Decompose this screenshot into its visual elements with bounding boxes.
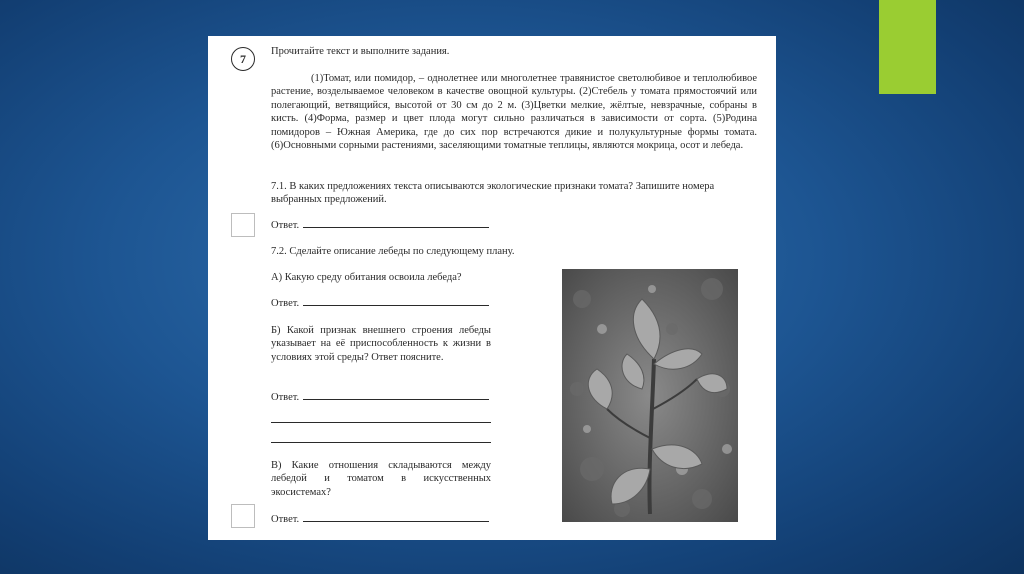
answer-label: Ответ. (271, 514, 300, 525)
answer-7-1[interactable] (271, 219, 489, 232)
answer-extra-line[interactable] (271, 422, 491, 423)
green-accent-bar (879, 0, 936, 94)
answer-extra-line[interactable] (271, 442, 491, 443)
score-box-7-1[interactable] (231, 213, 255, 237)
answer-label: Ответ. (271, 220, 300, 231)
plant-image (562, 269, 738, 522)
question-7-2-a: А) Какую среду обитания освоила лебеда? (271, 272, 462, 283)
answer-line[interactable] (303, 304, 489, 306)
answer-label: Ответ. (271, 392, 300, 403)
question-7-2-b: Б) Какой признак внешнего строения лебеды указывает на её приспособленность к жизни в условиях этой среды? Ответ поясните. (271, 325, 491, 363)
answer-7-2-a[interactable] (271, 297, 489, 310)
question-7-2-c: В) Какие отношения складываются между лебедой и томатом в искусственных экосистемах? (271, 460, 491, 498)
answer-label: Ответ. (271, 298, 300, 309)
answer-line[interactable] (303, 226, 489, 228)
task-paragraph: (1)Томат, или помидор, – однолетнее или многолетнее травянистое светолюбивое и теплолюбивое растение, возделываемое человеком в качестве овощной культуры. (2)Стебель у томата прямостоячий или полегающий, ветвящийся, высотой от 30 см до 2 м. (3)Цветки мелкие, жёлтые, невзрачные, собраны в кисть. (4)Форма, размер и цвет плода могут сильно различаться в зависимости от сорта. (5)Родина помидоров – Южная Америка, где до сих пор встречаются дикие и полукультурные формы томата. (6)Основными сорными растениями, заселяющими томатные теплицы, являются мокрица, осот и лебеда. (271, 73, 757, 152)
question-7-2: 7.2. Сделайте описание лебеды по следующему плану. (271, 246, 515, 257)
task-instruction: Прочитайте текст и выполните задания. (271, 46, 450, 57)
worksheet-page (208, 36, 776, 540)
answer-7-2-c[interactable] (271, 513, 489, 526)
task-number: 7 (231, 47, 255, 71)
answer-line[interactable] (303, 520, 489, 522)
score-box-7-2[interactable] (231, 504, 255, 528)
question-7-1: 7.1. В каких предложениях текста описываются экологические признаки томата? Запишите номера выбранных предложений. (271, 181, 715, 206)
answer-line[interactable] (303, 398, 489, 400)
answer-7-2-b[interactable] (271, 391, 489, 404)
quinoa-plant-photo (562, 269, 738, 522)
